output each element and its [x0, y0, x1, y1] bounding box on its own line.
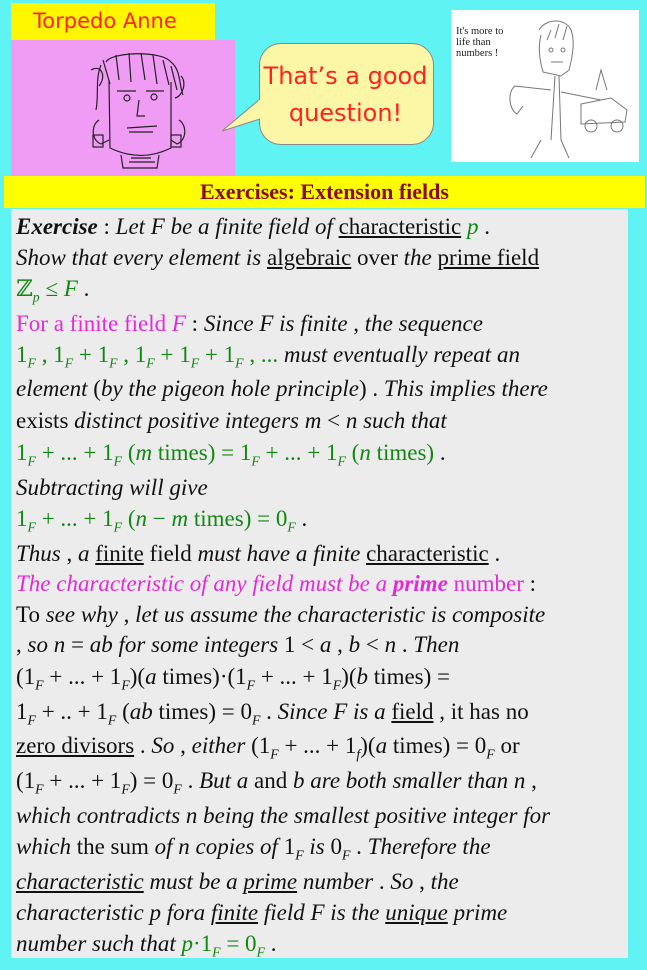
- speech-line: question!: [288, 99, 403, 127]
- text-line: Exercise : Let F be a finite field of characteristic p .: [16, 214, 490, 239]
- text-line: Thus , a finite field must have a finite characteristic .: [16, 541, 501, 566]
- text-line: $1_F$ + ... + $1_F$ (n − m times) = $0_F$ .: [16, 506, 308, 535]
- text-line: $1_F$ + ... + $1_F$ (m times) = $1_F$ + ... + $1_F$ (n times) .: [16, 440, 446, 469]
- page-title: Exercises: Extension fields: [4, 176, 645, 208]
- text-line: Subtracting will give: [16, 475, 208, 500]
- text-line: The characteristic of any field must be a prime number :: [16, 571, 536, 596]
- text-line: ($1_F$ + ... + $1_F) = 0_F$ . But a and b are both smaller than n ,: [16, 768, 537, 797]
- text-line: zero divisors . So , either ($1_F$ + ... + $1_f)(a$ times) = $0_F$ or: [16, 733, 520, 762]
- text-line: characteristic must be a prime number . So , the: [16, 869, 459, 894]
- text-line: For a finite field F : Since F is finite , the sequence: [16, 311, 483, 336]
- sketch-caption: [456, 26, 536, 59]
- character-face-drawing: [11, 40, 235, 176]
- text-line: To see why , let us assume the characteristic is composite: [16, 602, 546, 627]
- text-line: $1_F$ , $1_F + 1_F$ , $1_F + 1_F + 1_F$ , ... must eventually repeat an: [16, 342, 520, 371]
- text-line: Show that every element is algebraic over the prime field: [16, 245, 540, 270]
- text-line: number such that $p\cdot 1_F = 0_F$ .: [16, 931, 277, 960]
- caption-line: It's more to: [456, 26, 504, 37]
- avatar-panel: [11, 40, 235, 176]
- speech-text: [259, 58, 432, 132]
- text-line: exists distinct positive integers m < n such that: [16, 408, 447, 433]
- text-line: ℤ$_p$ ≤ F .: [16, 276, 90, 305]
- text-line: which contradicts n being the smallest positive integer for: [16, 803, 551, 828]
- speech-line: That’s a good: [263, 62, 428, 90]
- caption-line: numbers !: [456, 48, 499, 59]
- text-line: characteristic p fora finite field F is the unique prime: [16, 900, 508, 925]
- speech-bubble-tail: [220, 95, 262, 135]
- text-line: , so n = ab for some integers 1 < a , b < n . Then: [16, 632, 460, 657]
- text-line: which the sum of n copies of $1_F$ is $0_F$ . Therefore the: [16, 834, 491, 863]
- text-line: $1_F$ + .. + $1_F$ (ab times) = $0_F$ . Since F is a field , it has no: [16, 699, 529, 728]
- caption-line: life than: [456, 37, 491, 48]
- text-line: element (by the pigeon hole principle) . This implies there: [16, 376, 548, 401]
- text-line: ($1_F$ + ... + $1_F)(a$ $times)\cdot(1_F$ + ... + $1_F)(b$ times) =: [16, 664, 451, 693]
- character-name-label: Torpedo Anne: [11, 3, 215, 40]
